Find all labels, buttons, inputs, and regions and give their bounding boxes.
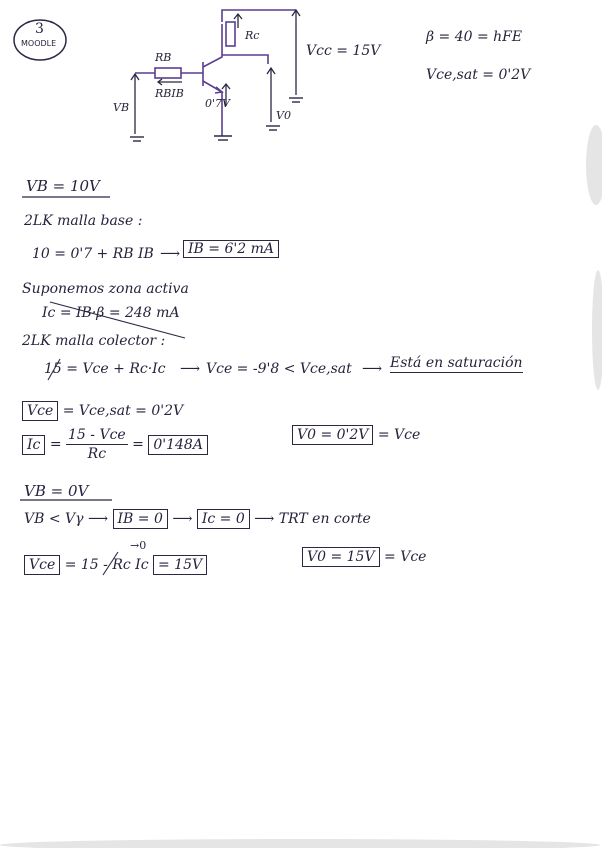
case1-line3: Suponemos zona activa [22, 281, 189, 297]
vo-label: V0 [276, 109, 291, 122]
case2-vce-row [24, 558, 207, 572]
case2-above-note: →0 [130, 539, 147, 552]
case1-line4: Ic = IB·β = 248 mA [42, 305, 180, 321]
case2-line1: VB < Vγ ⟶ IB = 0 ⟶ Ic = 0 ⟶ TRT en corte [24, 511, 371, 527]
case1-line2-lhs: 10 = 0'7 + RB IB [32, 246, 154, 262]
case2-vce-mid: = 15 - Rc Ic [64, 557, 149, 573]
beta-param: β = 40 = hFE [426, 29, 523, 45]
case1-vce-rhs: = Vce,sat = 0'2V [62, 403, 184, 419]
case2-line1-lhs: VB < Vγ [24, 511, 84, 527]
case2-vo-eq: = Vce [384, 549, 427, 565]
case1-vo-box: V0 = 0'2V [292, 425, 373, 445]
case1-ic-den: Rc [87, 446, 107, 462]
case2-line1-end: TRT en corte [278, 511, 371, 527]
case2-ib-box: IB = 0 [113, 509, 168, 529]
case1-ic-row: Ic = $\frac{\text{15 - Vce}}{Rc}$ = 0'148A [22, 428, 208, 461]
case1-ic-num: 15 - Vce [68, 427, 126, 443]
case1-vo-eq: = Vce [377, 427, 421, 443]
arrow-glyph: ⟶ [180, 361, 201, 377]
case2-vce-value: = 15V [153, 555, 207, 575]
case1-line5: 2LK malla colector : [22, 333, 166, 349]
vb-label: VB [113, 101, 130, 114]
case1-vce-lhs: Vce [22, 401, 58, 421]
vcc-label: Vcc = 15V [306, 43, 381, 59]
case1-title: VB = 10V [26, 177, 100, 195]
case1-line6-lhs: 15 = Vce + Rc·Ic [44, 361, 166, 377]
case1-vce-row [22, 404, 183, 418]
vbe-label: 0'7V [205, 97, 230, 110]
arrow-glyph: ⟶ [160, 246, 181, 262]
case2-vo-row [302, 550, 426, 564]
case1-ic-fraction [66, 428, 128, 461]
case2-vce-lhs: Vce [24, 555, 60, 575]
case1-line6-mid: Vce = -9'8 < Vce,sat [206, 361, 352, 377]
case2-title: VB = 0V [24, 482, 89, 500]
case1-ic-lhs: Ic [22, 435, 45, 455]
case2-ic-box: Ic = 0 [197, 509, 250, 529]
case1-ib-box: IB = 6'2 mA [183, 240, 279, 258]
rb-label: RB [155, 51, 172, 64]
case1-line1: 2LK malla base : [24, 213, 143, 229]
voltage-arrows [131, 10, 300, 134]
vcesat-param: Vce,sat = 0'2V [426, 67, 531, 83]
case2-vo-box: V0 = 15V [302, 547, 380, 567]
case1-ic-value: 0'148A [148, 435, 208, 455]
case1-vo-row [292, 428, 420, 442]
circuit-wires [135, 10, 296, 136]
badge-label: MOODLE [21, 39, 57, 48]
arrow-glyph: ⟶ [362, 361, 383, 377]
rbib-label: RBIB [155, 87, 184, 100]
badge-number: 3 [35, 21, 44, 37]
rc-label: Rc [245, 29, 260, 42]
case1-line6-end: Está en saturación [390, 355, 523, 371]
